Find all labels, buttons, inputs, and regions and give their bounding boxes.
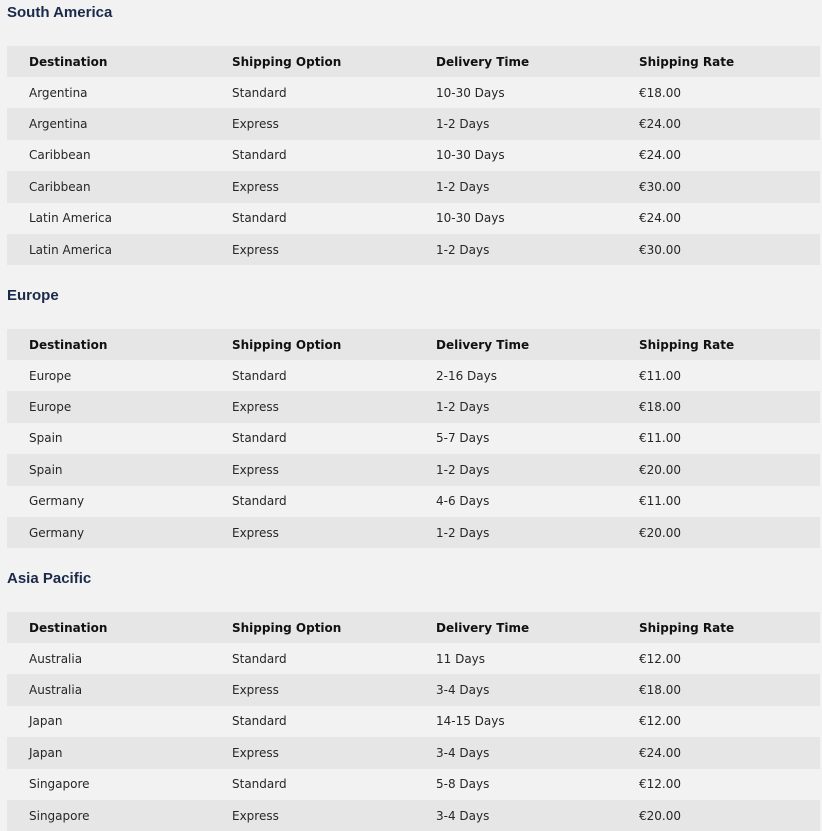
- table-header-row: [7, 612, 820, 643]
- cell-shipping-option: Express: [210, 674, 414, 705]
- table-header-row: [7, 46, 820, 77]
- cell-shipping-option: Standard: [210, 643, 414, 674]
- cell-shipping-rate: €24.00: [617, 108, 820, 139]
- cell-destination: Australia: [7, 643, 210, 674]
- header-destination: Destination: [7, 612, 210, 643]
- cell-shipping-option: Express: [210, 454, 414, 485]
- table-row: [7, 674, 820, 705]
- table-row: [7, 737, 820, 768]
- shipping-table: [7, 612, 820, 831]
- cell-shipping-rate: €24.00: [617, 737, 820, 768]
- header-delivery-time: Delivery Time: [414, 46, 617, 77]
- cell-destination: Singapore: [7, 769, 210, 800]
- cell-shipping-option: Standard: [210, 203, 414, 234]
- cell-delivery-time: 4-6 Days: [414, 486, 617, 517]
- header-shipping-option: Shipping Option: [210, 46, 414, 77]
- cell-destination: Latin America: [7, 234, 210, 265]
- cell-shipping-option: Standard: [210, 77, 414, 108]
- cell-destination: Latin America: [7, 203, 210, 234]
- cell-delivery-time: 10-30 Days: [414, 77, 617, 108]
- header-destination: Destination: [7, 46, 210, 77]
- header-destination: Destination: [7, 329, 210, 360]
- table-row: [7, 423, 820, 454]
- cell-shipping-rate: €12.00: [617, 706, 820, 737]
- cell-delivery-time: 14-15 Days: [414, 706, 617, 737]
- cell-shipping-option: Standard: [210, 423, 414, 454]
- table-row: [7, 643, 820, 674]
- cell-shipping-option: Standard: [210, 486, 414, 517]
- header-shipping-option: Shipping Option: [210, 329, 414, 360]
- header-shipping-rate: Shipping Rate: [617, 46, 820, 77]
- cell-destination: Germany: [7, 517, 210, 548]
- cell-destination: Europe: [7, 360, 210, 391]
- cell-destination: Singapore: [7, 800, 210, 831]
- cell-shipping-rate: €18.00: [617, 391, 820, 422]
- cell-destination: Europe: [7, 391, 210, 422]
- cell-destination: Argentina: [7, 77, 210, 108]
- cell-shipping-option: Express: [210, 391, 414, 422]
- cell-shipping-option: Express: [210, 737, 414, 768]
- header-delivery-time: Delivery Time: [414, 329, 617, 360]
- cell-destination: Caribbean: [7, 171, 210, 202]
- cell-shipping-rate: €12.00: [617, 643, 820, 674]
- header-shipping-rate: Shipping Rate: [617, 329, 820, 360]
- cell-delivery-time: 1-2 Days: [414, 234, 617, 265]
- table-row: [7, 800, 820, 831]
- cell-delivery-time: 10-30 Days: [414, 140, 617, 171]
- header-delivery-time: Delivery Time: [414, 612, 617, 643]
- cell-shipping-rate: €20.00: [617, 517, 820, 548]
- cell-delivery-time: 3-4 Days: [414, 737, 617, 768]
- table-row: [7, 706, 820, 737]
- header-shipping-rate: Shipping Rate: [617, 612, 820, 643]
- cell-shipping-rate: €12.00: [617, 769, 820, 800]
- cell-shipping-option: Standard: [210, 140, 414, 171]
- table-row: [7, 486, 820, 517]
- cell-delivery-time: 11 Days: [414, 643, 617, 674]
- cell-shipping-option: Standard: [210, 769, 414, 800]
- cell-shipping-rate: €11.00: [617, 360, 820, 391]
- cell-destination: Spain: [7, 454, 210, 485]
- cell-destination: Australia: [7, 674, 210, 705]
- shipping-table: [7, 46, 820, 265]
- cell-delivery-time: 5-7 Days: [414, 423, 617, 454]
- table-row: [7, 171, 820, 202]
- table-row: [7, 77, 820, 108]
- cell-delivery-time: 10-30 Days: [414, 203, 617, 234]
- cell-shipping-option: Standard: [210, 360, 414, 391]
- section-title: Asia Pacific: [7, 570, 92, 587]
- cell-shipping-rate: €30.00: [617, 171, 820, 202]
- cell-delivery-time: 1-2 Days: [414, 454, 617, 485]
- cell-shipping-rate: €20.00: [617, 800, 820, 831]
- cell-delivery-time: 5-8 Days: [414, 769, 617, 800]
- cell-delivery-time: 1-2 Days: [414, 517, 617, 548]
- cell-shipping-rate: €24.00: [617, 203, 820, 234]
- table-row: [7, 234, 820, 265]
- cell-shipping-rate: €11.00: [617, 486, 820, 517]
- table-row: [7, 517, 820, 548]
- cell-delivery-time: 1-2 Days: [414, 171, 617, 202]
- table-row: [7, 454, 820, 485]
- table-row: [7, 108, 820, 139]
- cell-shipping-option: Express: [210, 171, 414, 202]
- cell-destination: Spain: [7, 423, 210, 454]
- cell-delivery-time: 3-4 Days: [414, 674, 617, 705]
- cell-destination: Japan: [7, 737, 210, 768]
- cell-destination: Caribbean: [7, 140, 210, 171]
- table-row: [7, 203, 820, 234]
- shipping-table: [7, 329, 820, 548]
- cell-shipping-option: Standard: [210, 706, 414, 737]
- table-row: [7, 391, 820, 422]
- table-row: [7, 360, 820, 391]
- cell-shipping-rate: €18.00: [617, 77, 820, 108]
- cell-shipping-option: Express: [210, 108, 414, 139]
- cell-shipping-rate: €30.00: [617, 234, 820, 265]
- cell-destination: Germany: [7, 486, 210, 517]
- cell-delivery-time: 2-16 Days: [414, 360, 617, 391]
- cell-delivery-time: 3-4 Days: [414, 800, 617, 831]
- header-shipping-option: Shipping Option: [210, 612, 414, 643]
- cell-destination: Japan: [7, 706, 210, 737]
- table-header-row: [7, 329, 820, 360]
- cell-shipping-rate: €20.00: [617, 454, 820, 485]
- section-title: Europe: [7, 287, 59, 304]
- cell-destination: Argentina: [7, 108, 210, 139]
- cell-shipping-rate: €18.00: [617, 674, 820, 705]
- cell-shipping-option: Express: [210, 234, 414, 265]
- cell-delivery-time: 1-2 Days: [414, 108, 617, 139]
- cell-delivery-time: 1-2 Days: [414, 391, 617, 422]
- section-title: South America: [7, 4, 113, 21]
- table-row: [7, 769, 820, 800]
- cell-shipping-rate: €24.00: [617, 140, 820, 171]
- cell-shipping-rate: €11.00: [617, 423, 820, 454]
- table-row: [7, 140, 820, 171]
- cell-shipping-option: Express: [210, 800, 414, 831]
- cell-shipping-option: Express: [210, 517, 414, 548]
